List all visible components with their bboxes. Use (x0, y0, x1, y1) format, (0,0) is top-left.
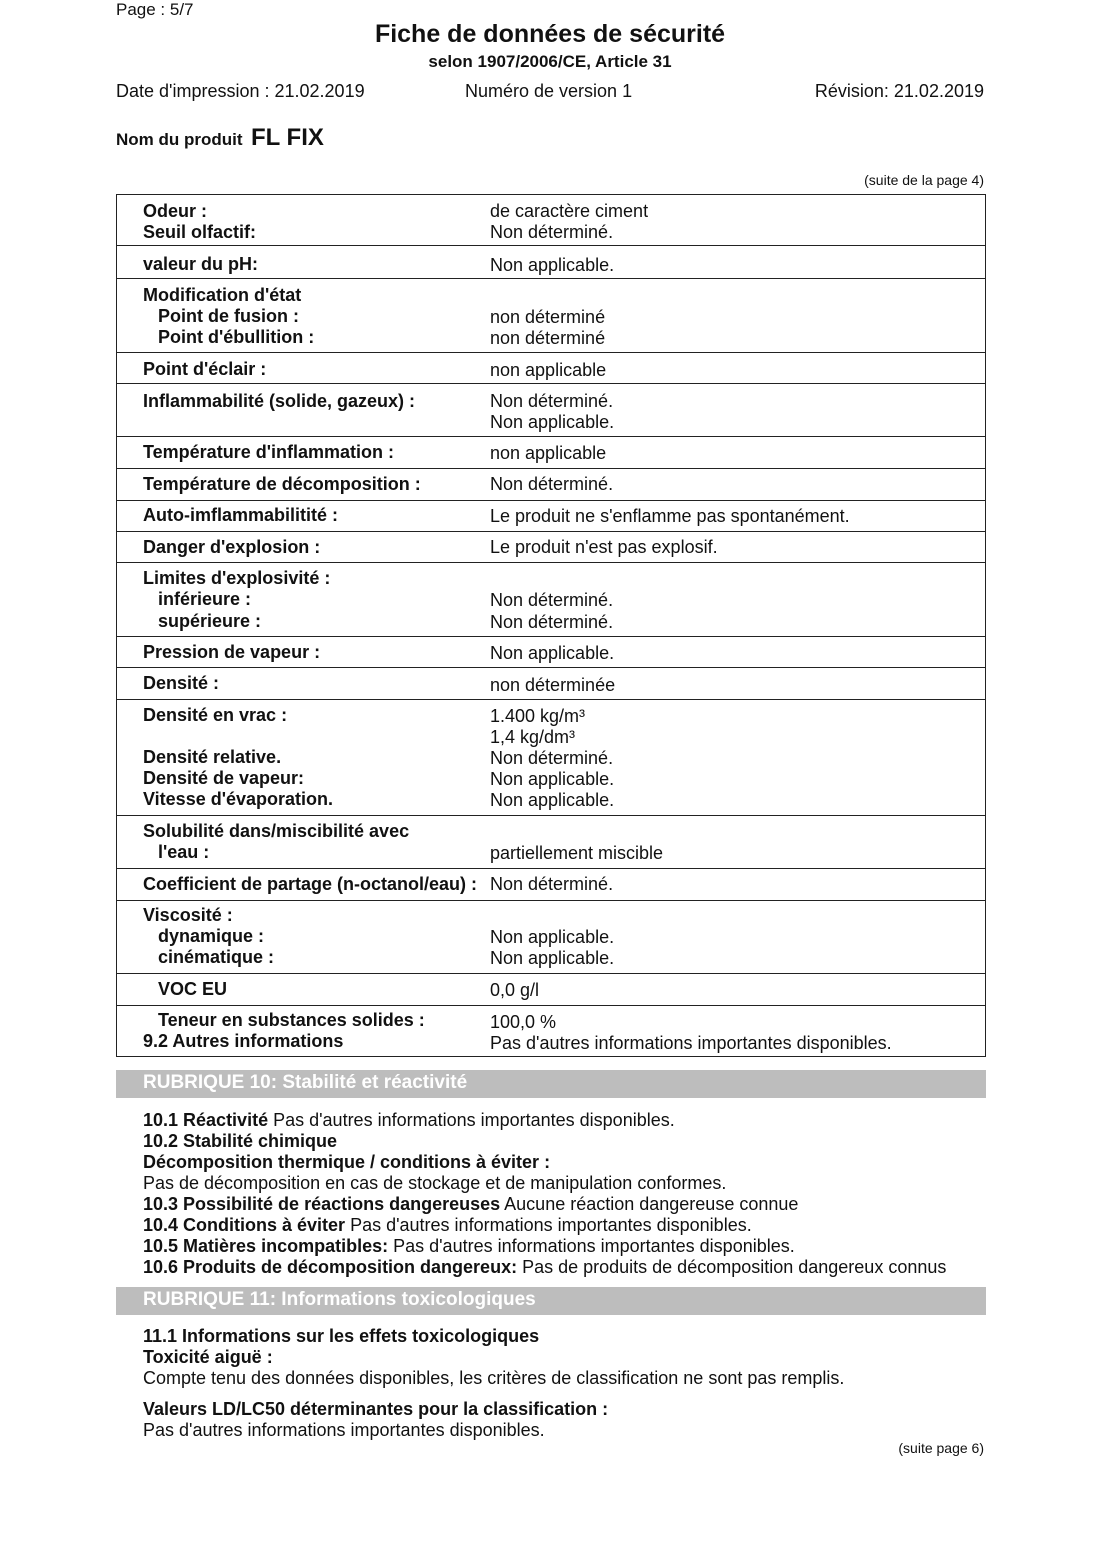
product-label: Nom du produit (116, 130, 243, 149)
line-text: Pas de produits de décomposition dangereux connus (517, 1257, 947, 1277)
property-value: Non applicable. (490, 927, 615, 947)
property-label: VOC EU (158, 979, 228, 999)
row-divider (117, 245, 985, 246)
row-divider (117, 436, 985, 437)
row-divider (117, 383, 985, 384)
property-value: non applicable (490, 360, 607, 380)
line-bold: 10.1 Réactivité (143, 1110, 269, 1130)
property-label: Limites d'explosivité : (143, 568, 331, 588)
line-bold: 10.5 Matières incompatibles: (143, 1236, 389, 1256)
property-value: Non applicable. (490, 790, 615, 810)
line-bold: 11.1 Informations sur les effets toxicologiques (143, 1326, 540, 1346)
property-label: dynamique : (158, 926, 265, 946)
document-subtitle: selon 1907/2006/CE, Article 31 (428, 52, 672, 71)
section-10-heading-bar (116, 1070, 986, 1098)
property-value: non déterminé (490, 328, 606, 348)
property-label: cinématique : (158, 947, 275, 967)
property-label: 9.2 Autres informations (143, 1031, 344, 1051)
properties-table (116, 194, 986, 1057)
section-10-line (143, 1110, 675, 1131)
row-divider (117, 699, 985, 700)
property-value: Le produit ne s'enflamme pas spontanément. (490, 506, 850, 526)
line-text: Aucune réaction dangereuse connue (500, 1194, 799, 1214)
section-10-heading: RUBRIQUE 10: Stabilité et réactivité (143, 1072, 468, 1093)
property-label: valeur du pH: (143, 254, 259, 274)
property-value: 100,0 % (490, 1012, 557, 1032)
property-value: Pas d'autres informations importantes disponibles. (490, 1033, 892, 1053)
property-label: inférieure : (158, 589, 252, 609)
property-value: Non déterminé. (490, 612, 614, 632)
revision-date: Révision: 21.02.2019 (814, 81, 984, 101)
line-bold: 10.3 Possibilité de réactions dangereuses (143, 1194, 501, 1214)
row-divider (117, 636, 985, 637)
row-divider (117, 973, 985, 974)
property-value: 0,0 g/l (490, 980, 540, 1000)
document-title: Fiche de données de sécurité (374, 20, 726, 48)
property-label: Point d'ébullition : (158, 327, 315, 347)
section-11-heading: RUBRIQUE 11: Informations toxicologiques (143, 1289, 536, 1310)
property-label: Densité en vrac : (143, 705, 288, 725)
property-value: 1,4 kg/dm³ (490, 727, 576, 747)
property-label: Teneur en substances solides : (158, 1010, 425, 1030)
property-label: Viscosité : (143, 905, 233, 925)
property-value: Non applicable. (490, 255, 615, 275)
section-10-line (143, 1152, 550, 1173)
row-divider (117, 900, 985, 901)
property-label: Densité de vapeur: (143, 768, 305, 788)
row-divider (117, 667, 985, 668)
property-value: de caractère ciment (490, 201, 649, 221)
property-value: Non déterminé. (490, 391, 614, 411)
property-value: Le produit n'est pas explosif. (490, 537, 718, 557)
section-10-line (143, 1236, 795, 1257)
property-label: Température d'inflammation : (143, 442, 394, 462)
property-label: Inflammabilité (solide, gazeux) : (143, 391, 416, 411)
property-label: Coefficient de partage (n-octanol/eau) : (143, 874, 478, 894)
property-label: Danger d'explosion : (143, 537, 321, 557)
property-label: Densité : (143, 673, 220, 693)
line-bold: Valeurs LD/LC50 déterminantes pour la classification : (143, 1399, 609, 1419)
section-10-line (143, 1257, 946, 1278)
section-11-line (143, 1368, 844, 1389)
line-text: Pas de décomposition en cas de stockage et de manipulation conformes. (143, 1173, 727, 1193)
property-label: Pression de vapeur : (143, 642, 321, 662)
property-value: 1.400 kg/m³ (490, 706, 586, 726)
section-10-line (143, 1131, 337, 1152)
line-bold: Décomposition thermique / conditions à éviter : (143, 1152, 551, 1172)
property-value: non déterminée (490, 675, 616, 695)
line-text: Pas d'autres informations importantes disponibles. (345, 1215, 752, 1235)
row-divider (117, 468, 985, 469)
line-text: Pas d'autres informations importantes disponibles. (388, 1236, 795, 1256)
property-label: Odeur : (143, 201, 208, 221)
line-text: Compte tenu des données disponibles, les critères de classification ne sont pas remplis. (143, 1368, 845, 1388)
property-value: Non déterminé. (490, 222, 614, 242)
property-value: Non applicable. (490, 948, 615, 968)
print-date: Date d'impression : 21.02.2019 (116, 81, 365, 101)
section-11-line (143, 1420, 545, 1441)
section-10-line (143, 1194, 798, 1215)
line-text: Pas d'autres informations importantes disponibles. (143, 1420, 545, 1440)
section-11-line (143, 1399, 608, 1420)
page-number: Page : 5/7 (116, 0, 194, 19)
row-divider (117, 352, 985, 353)
line-bold: 10.6 Produits de décomposition dangereux: (143, 1257, 518, 1277)
property-value: Non déterminé. (490, 748, 614, 768)
property-label: Modification d'état (143, 285, 302, 305)
section-11-line (143, 1347, 273, 1368)
continued-on-note: (suite page 6) (898, 1440, 984, 1456)
line-bold: 10.2 Stabilité chimique (143, 1131, 338, 1151)
row-divider (117, 531, 985, 532)
product-name-row (116, 124, 324, 152)
section-11-line (143, 1326, 539, 1347)
property-label: Seuil olfactif: (143, 222, 257, 242)
continued-from-note: (suite de la page 4) (864, 172, 984, 188)
row-divider (117, 815, 985, 816)
line-bold: 10.4 Conditions à éviter (143, 1215, 346, 1235)
property-value: non applicable (490, 443, 607, 463)
row-divider (117, 562, 985, 563)
property-value: Non applicable. (490, 412, 615, 432)
property-value: Non déterminé. (490, 474, 614, 494)
row-divider (117, 868, 985, 869)
property-value: Non applicable. (490, 769, 615, 789)
property-label: Densité relative. (143, 747, 282, 767)
property-label: supérieure : (158, 611, 262, 631)
property-value: Non applicable. (490, 643, 615, 663)
property-label: Température de décomposition : (143, 474, 421, 494)
row-divider (117, 278, 985, 279)
section-10-line (143, 1215, 752, 1236)
section-10-line (143, 1173, 726, 1194)
property-label: Solubilité dans/miscibilité avec (143, 821, 410, 841)
product-name: FL FIX (250, 124, 324, 151)
property-label: Auto-imflammabilitité : (143, 505, 339, 525)
property-value: partiellement miscible (490, 843, 664, 863)
section-11-heading-bar (116, 1287, 986, 1315)
property-value: non déterminé (490, 307, 606, 327)
property-label: Point de fusion : (158, 306, 299, 326)
line-bold: Toxicité aiguë : (143, 1347, 273, 1367)
row-divider (117, 1005, 985, 1006)
property-label: l'eau : (158, 842, 210, 862)
property-value: Non déterminé. (490, 590, 614, 610)
property-label: Vitesse d'évaporation. (143, 789, 334, 809)
property-value: Non déterminé. (490, 874, 614, 894)
property-label: Point d'éclair : (143, 359, 267, 379)
line-text: Pas d'autres informations importantes disponibles. (268, 1110, 675, 1130)
row-divider (117, 500, 985, 501)
version-number: Numéro de version 1 (465, 81, 633, 101)
